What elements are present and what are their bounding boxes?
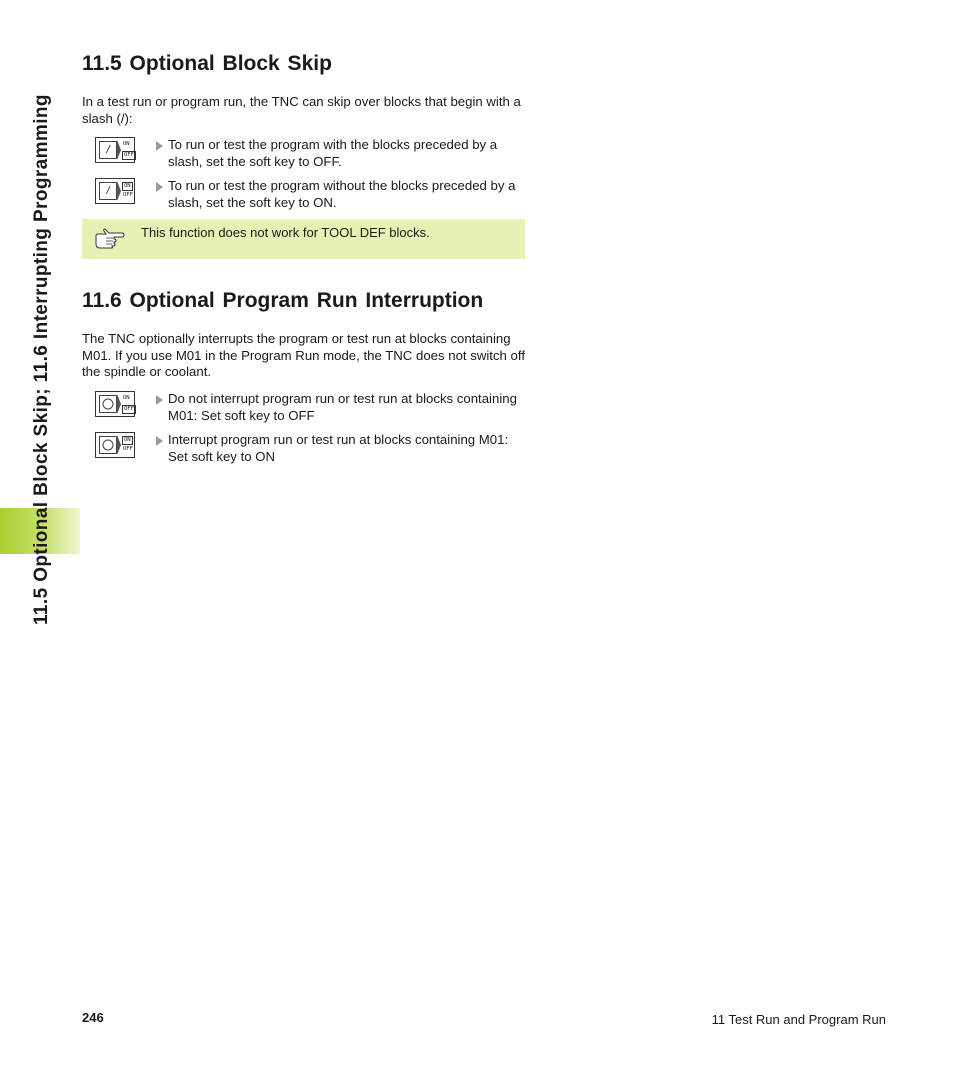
softkey-arrow-icon xyxy=(117,140,121,160)
softkey-m01-on xyxy=(95,432,135,458)
softkey-on-label: ON xyxy=(124,437,131,443)
circle-icon xyxy=(100,437,116,453)
softkey-arrow-icon xyxy=(117,394,121,414)
note-box xyxy=(82,219,525,259)
softkey-block-skip-off xyxy=(95,137,135,163)
pointing-hand-icon xyxy=(94,227,126,249)
section-heading-run-interruption: 11.6 Optional Program Run Interruption xyxy=(82,289,484,312)
list-item-text: Interrupt program run or test run at blocks containing M01: Set soft key to ON xyxy=(168,432,509,464)
intro-run-interruption: The TNC optionally interrupts the program or test run at blocks containing M01. If you use M01 in the Program Run mode, the TNC does not switch off the spindle or coolant. xyxy=(82,331,525,379)
stop-circle-icon xyxy=(99,395,117,413)
slash-icon: / xyxy=(99,182,117,200)
bullet-triangle-icon xyxy=(156,436,163,446)
softkey-on-label: ON xyxy=(123,395,130,401)
softkey-off-label: OFF xyxy=(123,446,133,452)
softkey-m01-off xyxy=(95,391,135,417)
note-text: This function does not work for TOOL DEF blocks. xyxy=(141,225,430,240)
softkey-on-label: ON xyxy=(124,183,131,189)
list-item xyxy=(82,432,525,468)
list-item-text: To run or test the program with the blocks preceded by a slash, set the soft key to OFF. xyxy=(168,137,498,169)
list-item xyxy=(82,391,525,427)
intro-block-skip: In a test run or program run, the TNC can skip over blocks that begin with a slash (/): xyxy=(82,94,521,126)
list-item-text: To run or test the program without the blocks preceded by a slash, set the soft key to ON. xyxy=(168,178,516,210)
stop-circle-icon xyxy=(99,436,117,454)
slash-icon: / xyxy=(99,141,117,159)
softkey-off-label: OFF xyxy=(124,406,134,412)
list-item xyxy=(82,178,525,214)
softkey-off-label: OFF xyxy=(124,152,134,158)
bullet-triangle-icon xyxy=(156,395,163,405)
softkey-off-label: OFF xyxy=(123,192,133,198)
bullet-triangle-icon xyxy=(156,182,163,192)
softkey-arrow-icon xyxy=(117,435,121,455)
softkey-block-skip-on xyxy=(95,178,135,204)
section-heading-block-skip: 11.5 Optional Block Skip xyxy=(82,52,332,75)
side-running-title: 11.5 Optional Block Skip; 11.6 Interrupting Programming xyxy=(31,94,52,626)
footer-chapter-title: 11 Test Run and Program Run xyxy=(711,1012,886,1027)
softkey-arrow-icon xyxy=(117,181,121,201)
page-number: 246 xyxy=(82,1010,104,1025)
list-item xyxy=(82,137,525,173)
softkey-on-label: ON xyxy=(123,141,130,147)
bullet-triangle-icon xyxy=(156,141,163,151)
circle-icon xyxy=(100,396,116,412)
list-item-text: Do not interrupt program run or test run at blocks containing M01: Set soft key to OFF xyxy=(168,391,517,423)
